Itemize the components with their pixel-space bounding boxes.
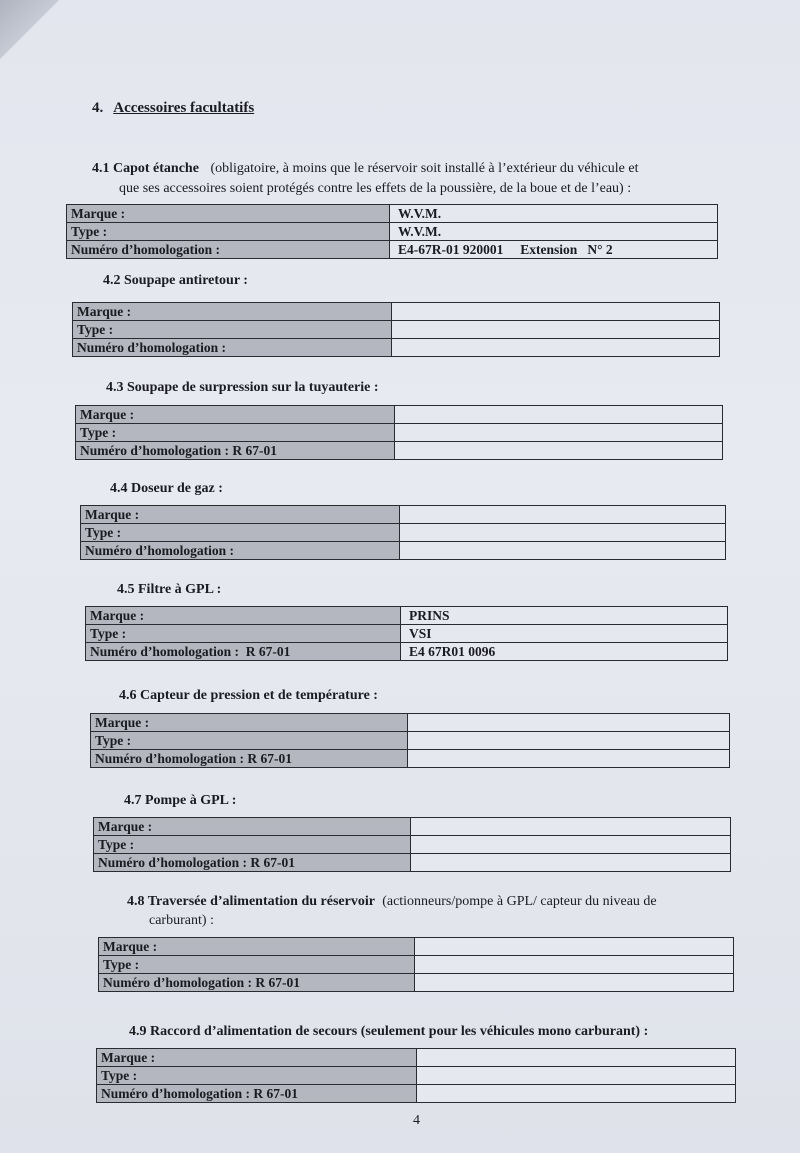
table-row: Numéro d’homologation : bbox=[73, 339, 720, 357]
table-row: Numéro d’homologation : R 67-01 bbox=[97, 1085, 736, 1103]
table-row: Numéro d’homologation : bbox=[81, 542, 726, 560]
table-4-8 bbox=[98, 937, 734, 992]
table-row: Type : bbox=[97, 1067, 736, 1085]
section-4-3-title: 4.3 Soupape de surpression sur la tuyauterie : bbox=[106, 380, 379, 395]
table-row: Type : bbox=[76, 424, 723, 442]
section-4-1-title: 4.1 Capot étanche (obligatoire, à moins que le réservoir soit installé à l’extérieur du véhicule et bbox=[92, 161, 639, 176]
table-row: Type : bbox=[99, 956, 734, 974]
table-4-5 bbox=[85, 606, 728, 661]
table-row: Marque : bbox=[97, 1049, 736, 1067]
section-4-6-title: 4.6 Capteur de pression et de température : bbox=[119, 688, 378, 703]
table-row: Type : VSI bbox=[86, 625, 728, 643]
table-row: Type : W.V.M. bbox=[67, 223, 718, 241]
page-number: 4 bbox=[413, 1113, 420, 1128]
table-row: Marque : W.V.M. bbox=[67, 205, 718, 223]
table-row: Marque : bbox=[81, 506, 726, 524]
table-row: Marque : bbox=[73, 303, 720, 321]
table-4-6 bbox=[90, 713, 730, 768]
table-row: Numéro d’homologation : E4-67R-01 920001 Extension N° 2 bbox=[67, 241, 718, 259]
table-row: Numéro d’homologation : R 67-01 E4 67R01 0096 bbox=[86, 643, 728, 661]
table-row: Type : bbox=[81, 524, 726, 542]
table-row: Marque : bbox=[94, 818, 731, 836]
table-row: Type : bbox=[91, 732, 730, 750]
table-row: Marque : bbox=[91, 714, 730, 732]
table-4-2 bbox=[72, 302, 720, 357]
section-4-8-note-cont: carburant) : bbox=[149, 913, 214, 928]
table-row: Numéro d’homologation : R 67-01 bbox=[91, 750, 730, 768]
heading-title: Accessoires facultatifs bbox=[113, 100, 255, 116]
section-4-1-note: (obligatoire, à moins que le réservoir soit installé à l’extérieur du véhicule et bbox=[210, 161, 639, 176]
section-4-1-note-cont: que ses accessoires soient protégés contre les effets de la poussière, de la boue et de l’eau) : bbox=[119, 181, 632, 196]
section-4-9-title: 4.9 Raccord d’alimentation de secours (seulement pour les véhicules mono carburant) : bbox=[129, 1024, 649, 1039]
table-4-7 bbox=[93, 817, 731, 872]
table-4-1 bbox=[66, 204, 718, 259]
table-row: Numéro d’homologation : R 67-01 bbox=[94, 854, 731, 872]
section-heading bbox=[92, 100, 254, 117]
table-row: Type : bbox=[94, 836, 731, 854]
section-4-7-title: 4.7 Pompe à GPL : bbox=[124, 793, 237, 808]
section-4-4-title: 4.4 Doseur de gaz : bbox=[110, 481, 223, 496]
table-row: Type : bbox=[73, 321, 720, 339]
table-row: Numéro d’homologation : R 67-01 bbox=[76, 442, 723, 460]
page-fold-corner bbox=[0, 0, 60, 70]
table-row: Marque : bbox=[99, 938, 734, 956]
section-4-5-title: 4.5 Filtre à GPL : bbox=[117, 582, 222, 597]
section-4-8-title: 4.8 Traversée d’alimentation du réservoir (actionneurs/pompe à GPL/ capteur du niveau de bbox=[127, 894, 657, 909]
heading-number: 4. bbox=[92, 100, 104, 116]
table-row: Marque : bbox=[76, 406, 723, 424]
table-4-3 bbox=[75, 405, 723, 460]
section-4-2-title: 4.2 Soupape antiretour : bbox=[103, 273, 248, 288]
table-row: Marque : PRINS bbox=[86, 607, 728, 625]
table-4-9 bbox=[96, 1048, 736, 1103]
table-4-4 bbox=[80, 505, 726, 560]
table-row: Numéro d’homologation : R 67-01 bbox=[99, 974, 734, 992]
section-4-8-note: (actionneurs/pompe à GPL/ capteur du niveau de bbox=[382, 894, 657, 909]
